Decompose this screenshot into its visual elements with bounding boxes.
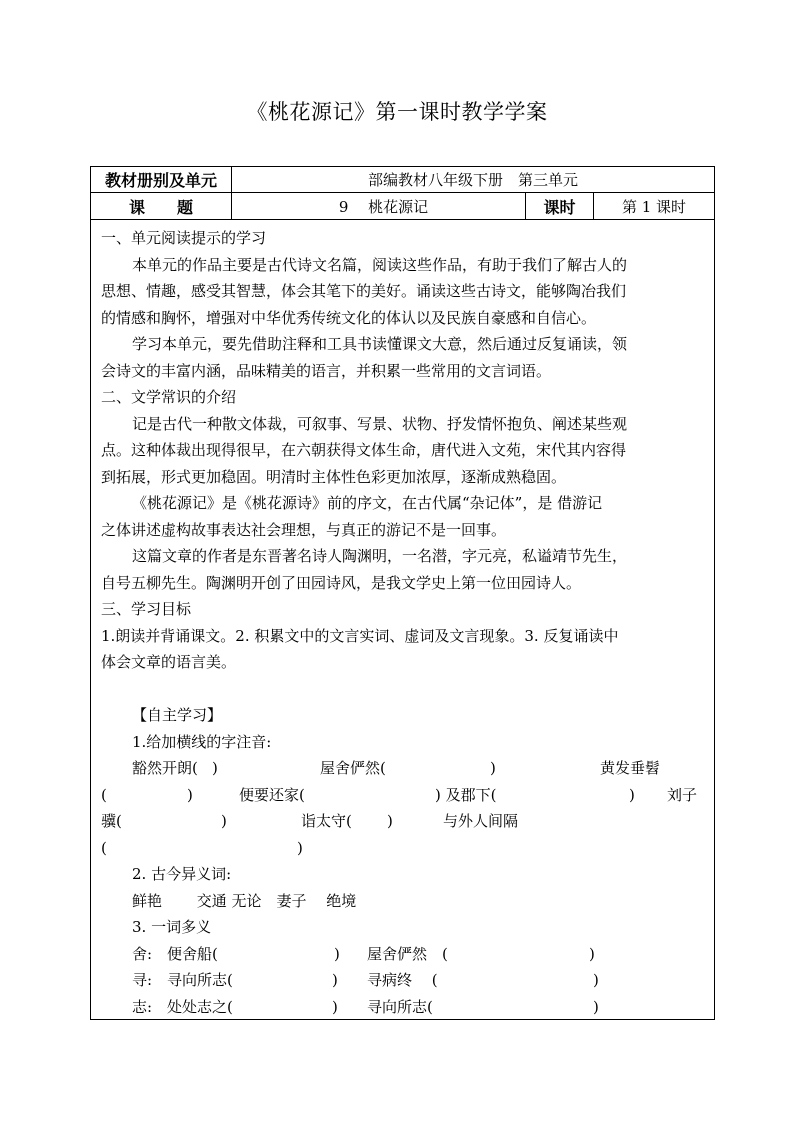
pinyin-row: 骥( ) 诣太守( ) 与外人间隔 — [101, 812, 519, 830]
paragraph-line: 会诗文的丰富内涵，品味精美的语言，并积累一些常用的文言词语。 — [101, 361, 552, 380]
topic-label: 课 题 — [91, 193, 232, 219]
blank-line — [101, 676, 707, 703]
textbook-value: 部编教材八年级下册 第三单元 — [367, 171, 578, 189]
section-heading: 二、文学常识的介绍 — [101, 388, 237, 406]
paragraph-line: 《桃花源记》是《桃花源诗》前的序文，在古代属“杂记体”，是 借游记 — [132, 494, 603, 512]
question-title: 1.给加横线的字注音: — [132, 732, 272, 751]
pinyin-row: 豁然开朗( ) 屋舍俨然( ) 黄发垂髫 — [132, 759, 661, 777]
paragraph-line: 体会文章的语言美。 — [101, 653, 237, 671]
polysemy-row: 寻: 寻向所志( ) 寻病终 ( ) — [132, 971, 599, 989]
question-title: 3. 一词多义 — [132, 918, 212, 936]
polysemy-row: 志: 处处志之( ) 寻向所志( ) — [132, 997, 599, 1016]
question-title: 2. 古今异义词: — [132, 865, 232, 883]
header-row-textbook — [91, 167, 714, 193]
polysemy-row: 舍: 便舍船( ) 屋舍俨然 ( ) — [132, 944, 595, 963]
pinyin-row: ( ) 便要还家( ) 及郡下( ) 刘子 — [101, 785, 698, 804]
textbook-label: 教材册别及单元 — [91, 167, 232, 192]
paragraph-line: 本单元的作品主要是古代诗文名篇，阅读这些作品，有助于我们了解古人的 — [132, 255, 628, 274]
paragraph-line: 到拓展，形式更加稳固。明清时主体性色彩更加浓厚，逐渐成熟稳固。 — [101, 467, 567, 486]
paragraph-line: 点。这种体裁出现得很早，在六朝获得文体生命，唐代进入文苑，宋代其内容得 — [101, 441, 627, 459]
paragraph-line: 学习本单元，要先借助注释和工具书读懂课文大意，然后通过反复诵读，领 — [132, 335, 628, 353]
section-heading: 一、单元阅读提示的学习 — [101, 229, 267, 247]
page-title: 《桃花源记》第一课时教学学案 — [246, 100, 548, 124]
pinyin-row: ( ) — [101, 838, 303, 857]
paragraph-line: 的情感和胸怀，增强对中华优秀传统文化的体认以及民族自豪感和自信心。 — [101, 308, 597, 327]
paragraph-line: 记是古代一种散文体裁，可叙事、写景、状物、抒发情怀抱负、阐述某些观 — [132, 414, 628, 433]
self-study-heading: 【自主学习】 — [132, 706, 223, 724]
lesson-table — [90, 166, 715, 1020]
header-row-topic — [91, 193, 714, 220]
section-heading: 三、学习目标 — [101, 600, 192, 618]
topic-value: 9 桃花源记 — [232, 193, 526, 219]
paragraph-line: 1.朗读并背诵课文。2. 积累文中的文言实词、虚词及文言现象。3. 反复诵读中 — [101, 626, 619, 645]
paragraph-line: 自号五柳先生。陶渊明开创了田园诗风，是我文学史上第一位田园诗人。 — [101, 573, 582, 592]
word-list: 鲜艳 交通 无论 妻子 绝境 — [132, 891, 357, 910]
paragraph-line: 之体讲述虚构故事表达社会理想，与真正的游记不是一回事。 — [101, 520, 507, 539]
content-body — [101, 225, 707, 1020]
period-value: 第 1 课时 — [621, 197, 687, 216]
period-label: 课时 — [526, 193, 594, 219]
paragraph-line: 思想、情趣，感受其智慧，体会其笔下的美好。诵读这些古诗文，能够陶冶我们 — [101, 282, 627, 300]
paragraph-line: 这篇文章的作者是东晋著名诗人陶渊明，一名潜，字元亮，私谥靖节先生， — [132, 547, 628, 565]
